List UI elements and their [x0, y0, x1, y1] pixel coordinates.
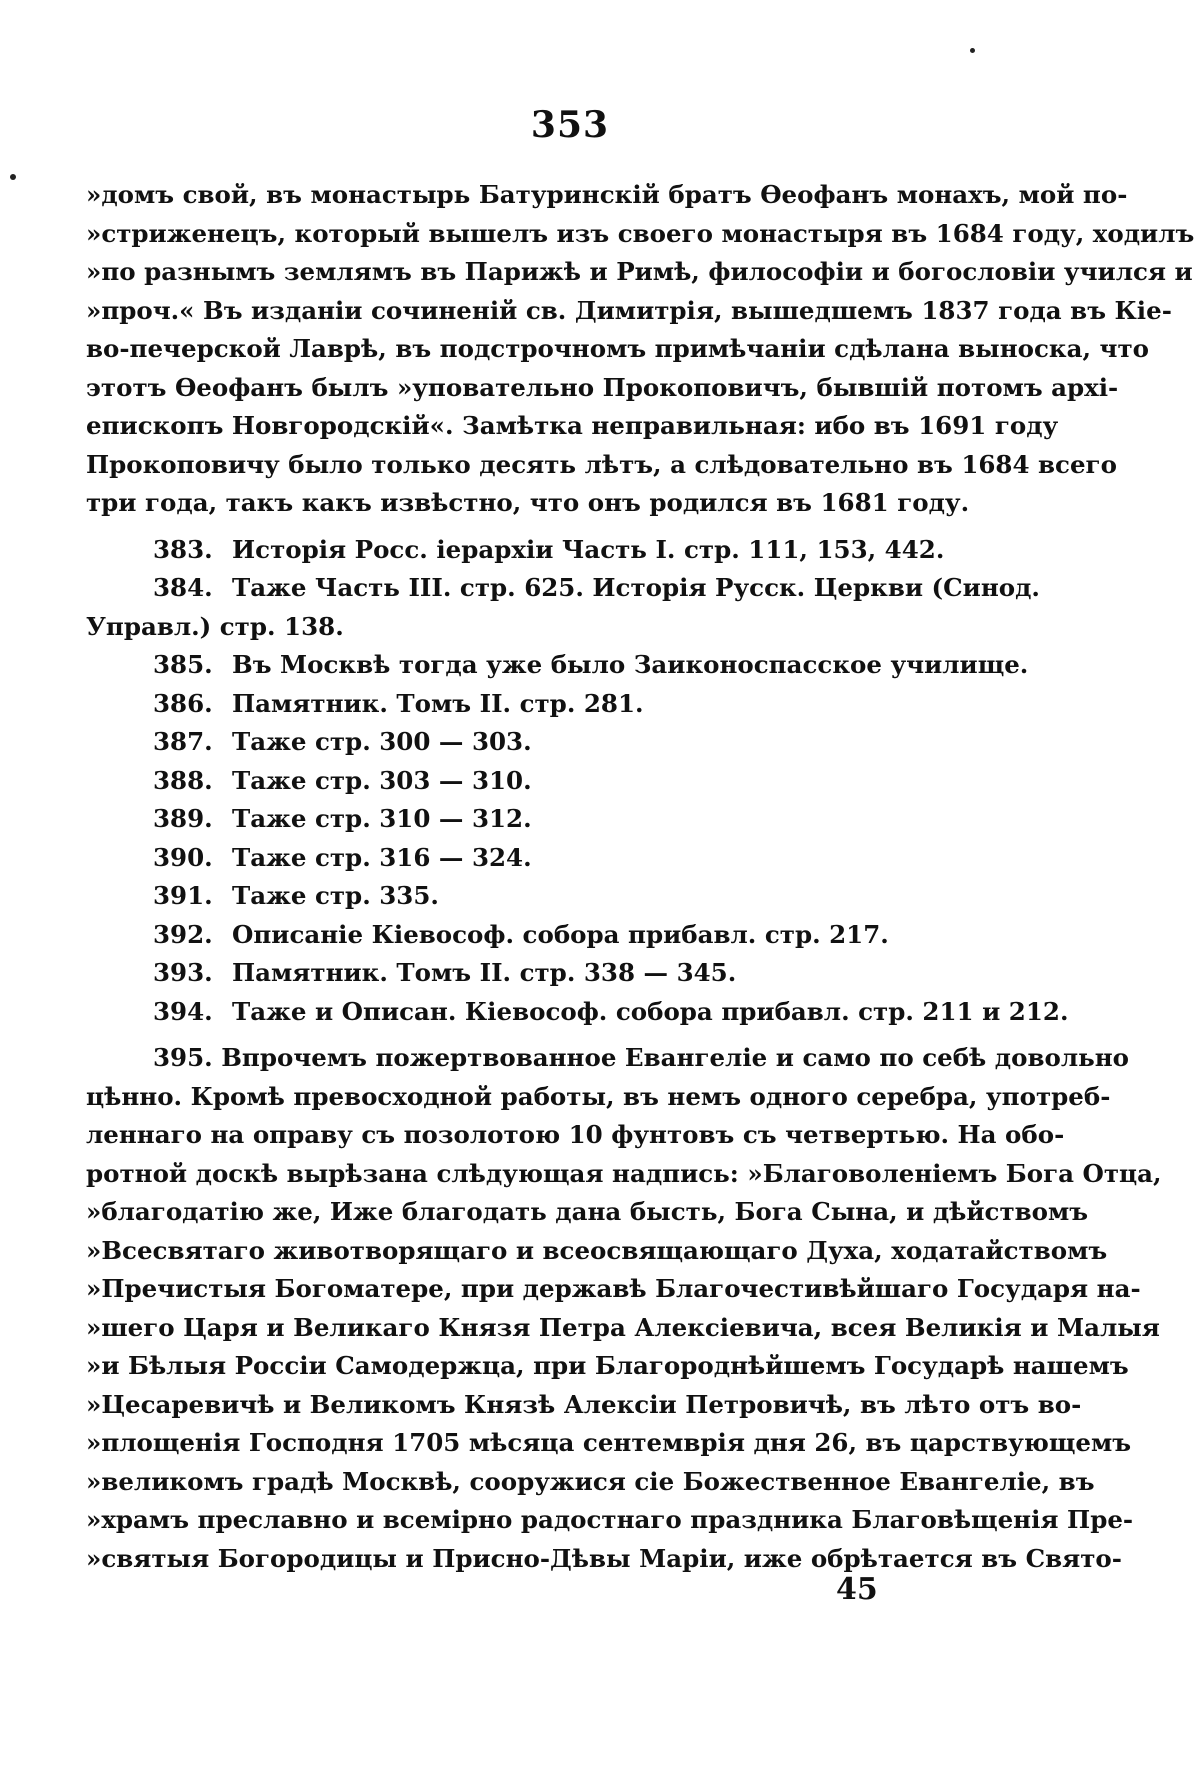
footnote-number: 388. [153, 765, 213, 795]
margin-speck [970, 48, 975, 53]
footnote-number: 386. [153, 688, 213, 718]
footnote-text: Таже и Описан. Кіевософ. собора прибавл. стр. 211 и 212. [232, 996, 1069, 1026]
text-line: »площенія Господня 1705 мѣсяца сентемврія дня 26, въ царствующемъ [86, 1428, 1132, 1457]
text-line: »шего Царя и Великаго Князя Петра Алексіевича, всея Великія и Малыя [86, 1312, 1160, 1342]
page-number: 353 [530, 104, 610, 146]
text-line: ротной доскѣ вырѣзана слѣдующая надпись: »Благоволеніемъ Бога Отца, [86, 1158, 1162, 1188]
footnote-386 [86, 685, 1002, 724]
footnote-393 [86, 954, 1002, 993]
footnote-text: Памятник. Томъ II. стр. 338 — 345. [232, 958, 737, 987]
text-line: этотъ Ѳеофанъ былъ »уповательно Прокоповичъ, бывшій потомъ архі- [86, 372, 1119, 402]
footnote-number: 393. [153, 958, 213, 987]
footnote-number: 389. [153, 804, 213, 833]
footnote-text: Исторія Росс. іерархіи Часть І. стр. 111, 153, 442. [232, 534, 945, 564]
text-line: леннаго на оправу съ позолотою 10 фунтовъ съ четвертью. На обо- [86, 1120, 1065, 1149]
footnote-number: 387. [153, 727, 213, 756]
footnote-number: 383. [153, 534, 213, 564]
footnote-text: Памятник. Томъ II. стр. 281. [232, 688, 644, 718]
text-line: »Цесаревичѣ и Великомъ Князѣ Алексіи Петровичѣ, въ лѣто отъ во- [86, 1389, 1082, 1419]
footnote-number: 394. [153, 996, 213, 1026]
text-line: »проч.« Въ изданіи сочиненій св. Димитрія, вышедшемъ 1837 года въ Кіе- [86, 295, 1172, 325]
footnote-text: Таже Часть III. стр. 625. Исторія Русск. Церкви (Синод. [232, 573, 1040, 602]
text-line: Прокоповичу было только десять лѣтъ, а слѣдовательно въ 1684 всего [86, 449, 1117, 479]
text-line: »великомъ градѣ Москвѣ, сооружися сіе Божественное Евангеліе, въ [86, 1466, 1095, 1496]
footnote-391 [86, 877, 1002, 916]
footnote-number: 391. [153, 881, 213, 910]
footnote-number: 390. [153, 842, 213, 872]
footnote-number: 384. [153, 573, 213, 602]
signature-mark: 45 [836, 1572, 878, 1607]
footnote-text: Таже стр. 316 — 324. [232, 842, 532, 872]
text-line: »благодатію же, Иже благодать дана бысть, Бога Сына, и дѣйствомъ [86, 1197, 1089, 1226]
text-line: »Пречистыя Богоматере, при державѣ Благочестивѣйшаго Государя на- [86, 1274, 1141, 1303]
text-line: »и Бѣлыя Россіи Самодержца, при Благороднѣйшемъ Государѣ нашемъ [86, 1351, 1129, 1380]
footnote-text: Таже стр. 303 — 310. [232, 765, 532, 795]
margin-speck [10, 174, 16, 180]
text-line: епископъ Новгородскій«. Замѣтка неправильная: ибо въ 1691 году [86, 411, 1059, 440]
text-line: »Всесвятаго животворящаго и всеосвящающаго Духа, ходатайствомъ [86, 1235, 1108, 1265]
footnote-394 [86, 993, 1069, 1032]
footnote-text: Описаніе Кіевософ. собора прибавл. стр. 217. [232, 919, 889, 949]
footnote-387 [86, 723, 1002, 762]
text-line: »по разнымъ землямъ въ Парижѣ и Римѣ, философіи и богословіи учился и [86, 257, 1193, 286]
footnote-continuation: Управл.) стр. 138. [86, 611, 344, 641]
footnote-text: Таже стр. 310 — 312. [232, 804, 532, 833]
text-line: во-печерской Лаврѣ, въ подстрочномъ примѣчаніи сдѣлана выноска, что [86, 334, 1149, 363]
footnote-number: 392. [153, 919, 213, 949]
footnote-388 [86, 762, 1002, 801]
text-line: »стриженецъ, который вышелъ изъ своего монастыря въ 1684 году, ходилъ [86, 218, 1194, 248]
footnote-text: Въ Москвѣ тогда уже было Заиконоспасское училище. [232, 650, 1029, 679]
footnote-384 [86, 569, 1040, 608]
footnote-383 [86, 531, 1002, 570]
footnote-390 [86, 839, 1002, 878]
text-line: »храмъ преславно и всемірно радостнаго праздника Благовѣщенія Пре- [86, 1505, 1134, 1534]
body-text [86, 176, 1194, 1578]
text-line: »святыя Богородицы и Присно-Дѣвы Маріи, иже обрѣтается въ Свято- [86, 1543, 1122, 1573]
footnote-395-line: 395. Впрочемъ пожертвованное Евангеліе и само по себѣ довольно [153, 1043, 1130, 1072]
footnote-385 [86, 646, 1029, 685]
footnote-text: Таже стр. 300 — 303. [232, 727, 532, 756]
footnote-392 [86, 916, 1002, 955]
footnote-389 [86, 800, 1002, 839]
footnote-number: 385. [153, 650, 213, 679]
text-line: три года, такъ какъ извѣстно, что онъ родился въ 1681 году. [86, 488, 970, 517]
text-line: »домъ свой, въ монастырь Батуринскій братъ Ѳеофанъ монахъ, мой по- [86, 180, 1128, 209]
text-line: цѣнно. Кромѣ превосходной работы, въ немъ одного серебра, употреб- [86, 1081, 1111, 1111]
footnote-text: Таже стр. 335. [232, 881, 439, 910]
